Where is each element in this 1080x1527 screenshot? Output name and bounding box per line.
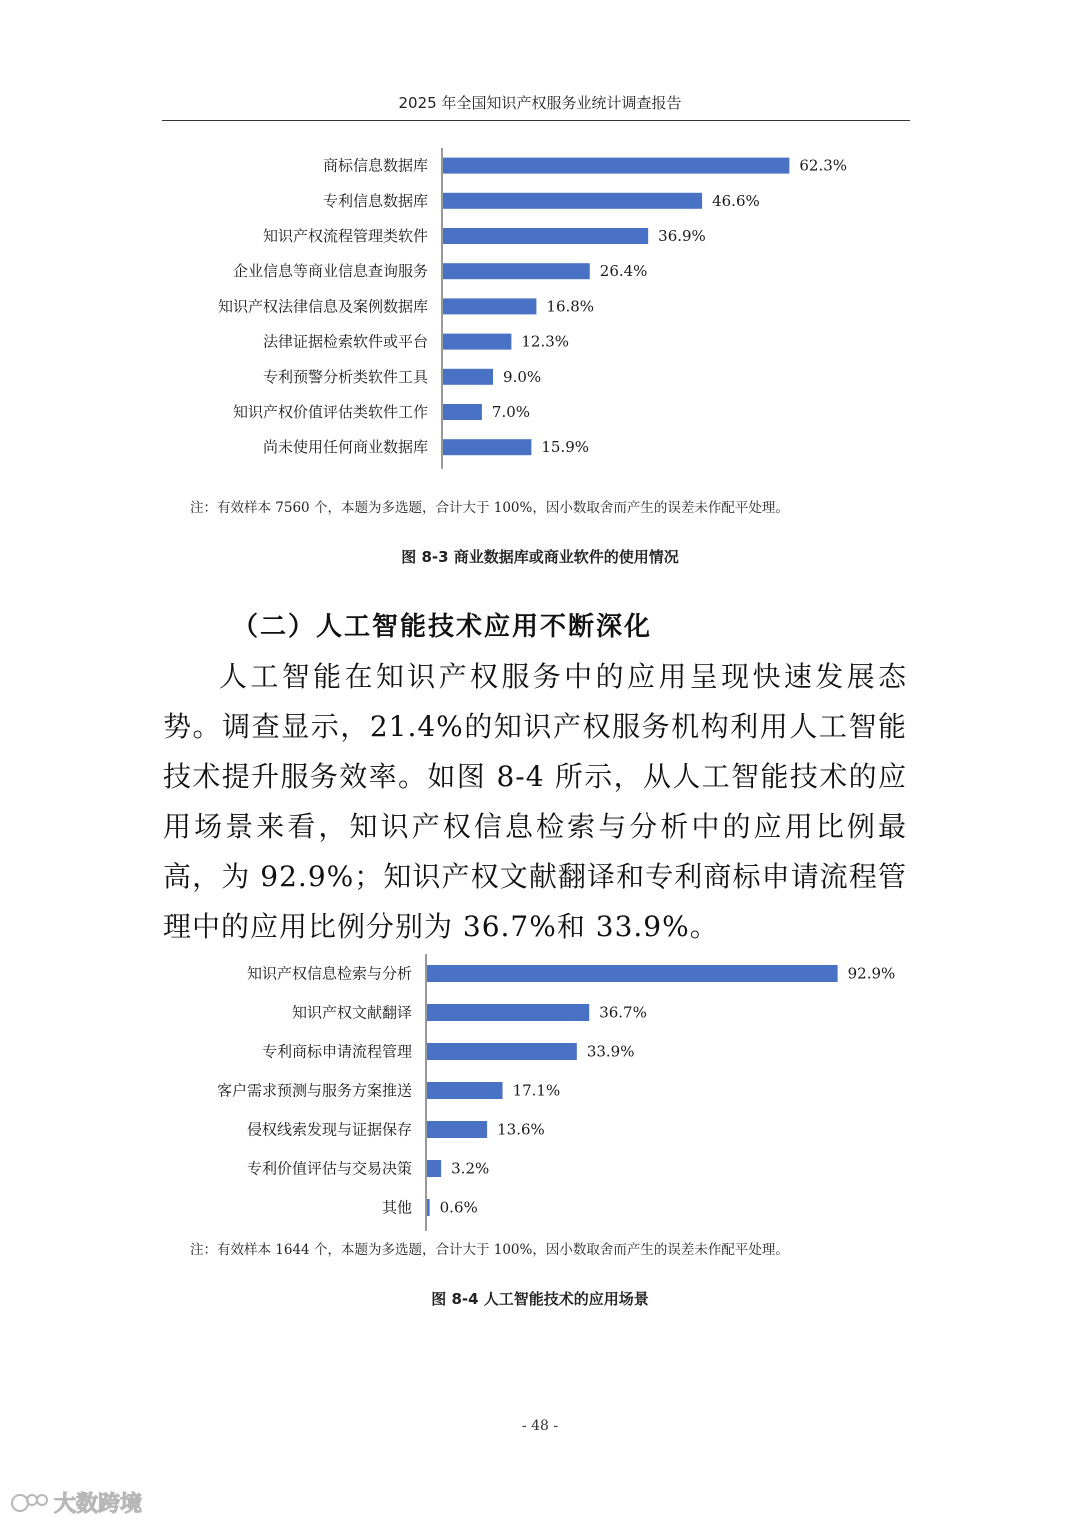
bar [427, 965, 838, 982]
watermark-text: 大数跨境 [54, 1492, 143, 1517]
page-header-title: 2025 年全国知识产权服务业统计调查报告 [398, 94, 682, 112]
bar [443, 334, 511, 350]
section-heading: （二）人工智能技术应用不断深化 [232, 612, 653, 642]
bar [427, 1160, 441, 1177]
value-label: 17.1% [512, 1081, 561, 1100]
category-label: 尚未使用任何商业数据库 [262, 438, 428, 457]
chart-figure-8-4 [0, 952, 1080, 1232]
category-label: 专利信息数据库 [322, 191, 428, 210]
bar [443, 298, 536, 314]
figure-8-4-note: 注：有效样本 1644 个，本题为多选题，合计大于 100%，因小数取舍而产生的误差未作配平处理。 [190, 1242, 789, 1258]
bar [427, 1199, 430, 1216]
category-label: 知识产权价值评估类软件工作 [232, 403, 428, 421]
bar [427, 1082, 503, 1099]
bar [443, 439, 531, 455]
value-label: 46.6% [712, 191, 760, 210]
category-label: 侵权线索发现与证据保存 [246, 1120, 412, 1139]
body-paragraph: 人工智能在知识产权服务中的应用呈现快速发展态势。调查显示，21.4%的知识产权服务机构利用人工智能技术提升服务效率。如图 8-4 所示，从人工智能技术的应用场景来看，知识产权信息检索与分析中的应用比例最高，为 92.9%；知识产权文献翻译和专利商标申请流程管理中的应用比例分别为 36.7%和 33.9%。 [163, 660, 907, 943]
category-label: 专利商标申请流程管理 [261, 1042, 412, 1061]
category-label: 客户需求预测与服务方案推送 [216, 1081, 412, 1100]
bar [427, 1043, 577, 1060]
value-label: 62.3% [799, 156, 848, 175]
value-label: 15.9% [541, 438, 590, 457]
value-label: 92.9% [847, 964, 896, 983]
figure-8-4-caption: 图 8-4 人工智能技术的应用场景 [431, 1290, 649, 1308]
value-label: 9.0% [503, 367, 542, 386]
value-label: 0.6% [439, 1198, 478, 1217]
figure-8-3-note: 注：有效样本 7560 个，本题为多选题，合计大于 100%，因小数取舍而产生的误差未作配平处理。 [190, 500, 789, 516]
category-label: 专利预警分析类软件工具 [262, 367, 428, 386]
bar [427, 1121, 487, 1138]
category-label: 法律证据检索软件或平台 [262, 332, 428, 351]
value-label: 36.9% [658, 227, 706, 245]
category-label: 其他 [381, 1198, 412, 1217]
category-label: 专利价值评估与交易决策 [246, 1159, 412, 1178]
figure-8-3-caption: 图 8-3 商业数据库或商业软件的使用情况 [401, 548, 679, 566]
chart-8-3-svg [0, 140, 1080, 470]
bar [443, 228, 648, 244]
value-label: 26.4% [599, 262, 648, 281]
value-label: 12.3% [521, 332, 570, 351]
bar [443, 263, 590, 279]
category-label: 企业信息等商业信息查询服务 [232, 262, 428, 281]
category-label: 知识产权流程管理类软件 [262, 227, 428, 245]
bar [443, 193, 702, 209]
value-label: 7.0% [491, 403, 531, 421]
header-divider [162, 120, 910, 121]
chart-8-4-svg [0, 952, 1080, 1232]
value-label: 33.9% [586, 1042, 635, 1061]
bar [427, 1004, 589, 1021]
category-label: 商标信息数据库 [322, 156, 428, 175]
watermark-logo-icon [10, 1490, 50, 1516]
chart-figure-8-3 [0, 140, 1080, 470]
value-label: 13.6% [497, 1120, 545, 1139]
page-number: - 48 - [521, 1418, 559, 1434]
category-label: 知识产权文献翻译 [291, 1003, 412, 1022]
value-label: 36.7% [599, 1003, 647, 1022]
category-label: 知识产权法律信息及案例数据库 [217, 297, 428, 316]
bar [443, 158, 789, 174]
bar [443, 404, 482, 420]
value-label: 16.8% [546, 297, 595, 316]
value-label: 3.2% [451, 1159, 490, 1178]
category-label: 知识产权信息检索与分析 [246, 964, 412, 983]
watermark [10, 1487, 142, 1518]
bar [443, 369, 493, 385]
